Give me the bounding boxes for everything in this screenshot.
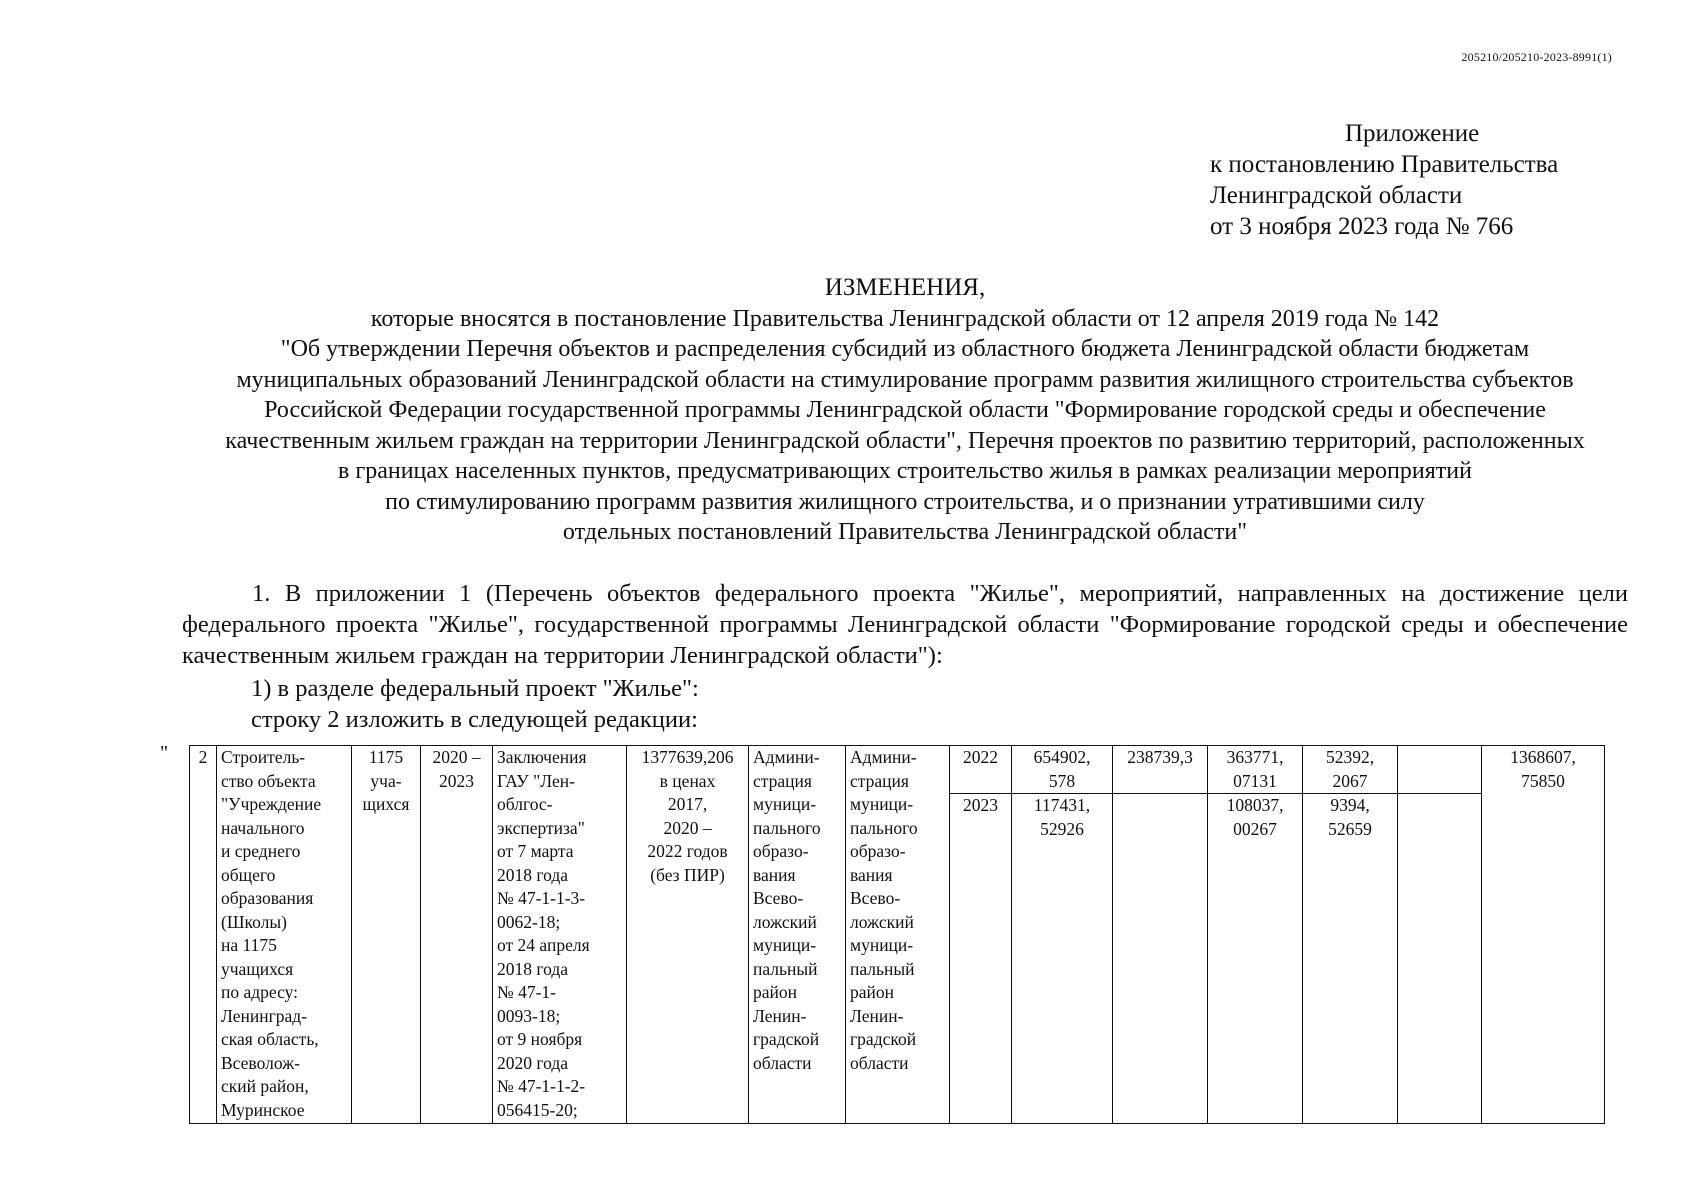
capacity-cell: 1175 уча- щихся bbox=[352, 746, 421, 1124]
total-amount-cell: 1368607, 75850 bbox=[1482, 746, 1605, 1124]
expertise-cell: Заключения ГАУ "Лен- облгос- экспертиза" от 7 марта 2018 года № 47-1-1-3- 0062-18; от 24 апреля 2018 года № 47-1- 0093-18; от 9 ноября 2020 года № 47-1-1-2- 056415-20; bbox=[493, 746, 627, 1124]
appendix-line: Ленинградской области bbox=[1210, 182, 1463, 209]
total-cell: 654902, 578 bbox=[1012, 746, 1113, 794]
heading-line: в границах населенных пунктов, предусматривающих строительство жилья в рамках реализации мероприятий bbox=[338, 458, 1472, 484]
year-cell: 2023 bbox=[950, 794, 1012, 1124]
other-cell bbox=[1398, 794, 1482, 1124]
heading-line: муниципальных образований Ленинградской области на стимулирование программ развития жилищного строительства субъектов bbox=[236, 366, 1574, 393]
other-cell bbox=[1398, 746, 1482, 794]
row-number-cell: 2 bbox=[190, 746, 217, 1124]
total-cell: 117431, 52926 bbox=[1012, 794, 1113, 1124]
regional-cell: 108037, 00267 bbox=[1208, 794, 1303, 1124]
document-heading bbox=[180, 273, 1630, 548]
opening-quote-mark: " bbox=[160, 742, 169, 764]
appendix-line: Приложение bbox=[1345, 120, 1480, 147]
paragraph-3: строку 2 изложить в следующей редакции: bbox=[251, 706, 698, 733]
heading-line: по стимулированию программ развития жилищного строительства, и о признании утратившими силу bbox=[385, 488, 1425, 515]
federal-cell: 238739,3 bbox=[1113, 746, 1208, 794]
heading-line: "Об утверждении Перечня объектов и распределения субсидий из областного бюджета Ленинградской области бюджетам bbox=[280, 336, 1530, 362]
municipal-cell: 52392, 2067 bbox=[1303, 746, 1398, 794]
amendment-table bbox=[189, 745, 1605, 1124]
heading-line: отдельных постановлений Правительства Ленинградской области" bbox=[562, 519, 1248, 545]
heading-line: которые вносятся в постановление Правительства Ленинградской области от 12 апреля 2019 года № 142 bbox=[370, 305, 1440, 332]
document-id: 205210/205210-2023-8991(1) bbox=[1461, 50, 1612, 64]
regional-cell: 363771, 07131 bbox=[1208, 746, 1303, 794]
table-row bbox=[190, 746, 1605, 794]
heading-title: ИЗМЕНЕНИЯ, bbox=[824, 274, 986, 301]
cost-cell: 1377639,206 в ценах 2017, 2020 – 2022 годов (без ПИР) bbox=[627, 746, 749, 1124]
appendix-block bbox=[1210, 118, 1558, 242]
paragraph-2: 1) в разделе федеральный проект "Жилье": bbox=[251, 675, 699, 702]
paragraph-1: 1. В приложении 1 (Перечень объектов федерального проекта "Жилье", мероприятий, направленных на достижение цели федерального проекта "Жилье", государственной программы Ленинградской области "Формирование городской среды и обеспечение качественным жильем граждан на территории Ленинградской области"): bbox=[182, 580, 1628, 669]
year-cell: 2022 bbox=[950, 746, 1012, 794]
municipal-cell: 9394, 52659 bbox=[1303, 794, 1398, 1124]
federal-cell bbox=[1113, 794, 1208, 1124]
heading-line: Российской Федерации государственной программы Ленинградской области "Формирование городской среды и обеспечение bbox=[264, 397, 1546, 423]
object-name-cell: Строитель- ство объекта "Учреждение начального и среднего общего образования (Школы) на 1175 учащихся по адресу: Ленинград- ская область, Всеволож- ский район, Муринское bbox=[217, 746, 352, 1124]
customer-cell: Админи- страция муници- пального образо- вания Всево- ложский муници- пальный район Ленин- градской области bbox=[749, 746, 846, 1124]
appendix-line: к постановлению Правительства bbox=[1210, 151, 1559, 178]
recipient-cell: Админи- страция муници- пального образо- вания Всево- ложский муници- пальный район Ленин- градской области bbox=[846, 746, 950, 1124]
period-cell: 2020 – 2023 bbox=[421, 746, 493, 1124]
heading-line: качественным жильем граждан на территории Ленинградской области", Перечня проектов по развитию территорий, расположенных bbox=[225, 427, 1585, 454]
appendix-line: от 3 ноября 2023 года № 766 bbox=[1210, 213, 1514, 240]
